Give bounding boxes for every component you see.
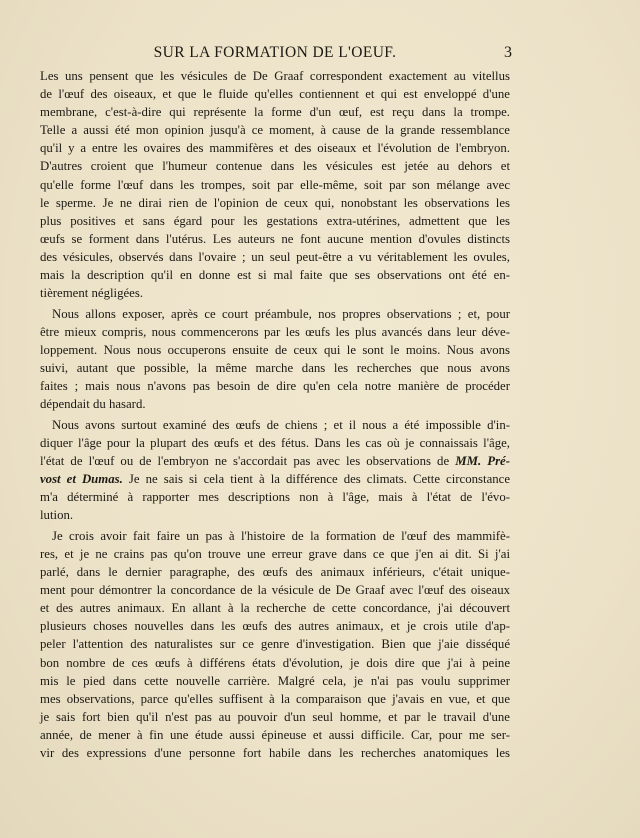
line-text: suivi, autant que possible, la même marche dans les recherches que nous avons (40, 361, 510, 375)
text-line (40, 470, 510, 488)
line-text: peler l'attention des naturalistes sur ce genre d'investigation. Bien que j'aie disséqué (40, 637, 510, 652)
line-text: Nous avons surtout examiné des œufs de chiens ; et il nous a été impossible d'in- (52, 417, 510, 432)
line-text: et des autres animaux. En allant à la recherche de cette concordance, j'ai découvert (40, 601, 510, 616)
line-text: Les uns pensent que les vésicules de De Graaf correspondent exactement au vitellus (40, 69, 510, 83)
line-text: je sais fort bien qu'il n'est pas au pouvoir d'un seul homme, et par le travail d'une (40, 709, 510, 724)
line-text: parlé, dans le dernier paragraphe, des œufs des animaux inférieurs, c'était unique- (40, 565, 510, 580)
text-line (40, 488, 510, 506)
line-text: œufs se forment dans l'utérus. Les auteurs ne font aucune mention d'ovules distincts (40, 231, 510, 246)
text-line (40, 563, 510, 581)
line-text: res, et je ne crains pas qu'on trouve une erreur grave dans ce que j'en ai dit. Si j'ai (40, 546, 510, 561)
page-number: 3 (504, 44, 512, 61)
text-line (40, 617, 510, 635)
text-line (40, 284, 510, 305)
text-line (40, 85, 510, 103)
line-text: membrane, c'est-à-dire qui représente la forme d'un œuf, est reçu dans la trompe. (40, 105, 510, 120)
body-text (40, 67, 510, 762)
emphasis-text: MM. Pré- (455, 453, 510, 468)
text-line (40, 212, 510, 230)
line-text: plus positives et sans égard pour les gestations extra-utérines, admettent que les (40, 213, 510, 228)
emphasis-text: vost et Dumas. (40, 472, 123, 487)
text-line (40, 67, 510, 85)
text-line (40, 599, 510, 617)
line-text: Je ne sais si cela tient à la différence des climats. Cette circonstance (128, 472, 511, 487)
line-text: des vésicules, observés dans l'ovaire ; un seul peut-être a vu véritablement les ovules, (40, 249, 510, 264)
text-line (40, 157, 510, 175)
text-line (40, 121, 510, 139)
line-text: bon nombre de ces œufs à différens états d'évolution, je dois dire que j'ai à peine (40, 655, 510, 670)
line-text: être mieux compris, nous commencerons par les œufs les plus avancés dans leur déve- (40, 324, 510, 339)
text-line (40, 341, 510, 359)
text-line (40, 672, 510, 690)
line-text: m'a déterminé à rapporter mes descriptions non à l'âge, mais à l'état de l'évo- (40, 490, 510, 505)
line-text: Telle a aussi été mon opinion jusqu'à ce moment, à cause de la grande ressemblance (40, 123, 510, 138)
text-line (40, 635, 510, 653)
line-text: vir des expressions d'une personne fort habile dans les recherches anatomiques les (40, 745, 510, 760)
running-title: SUR LA FORMATION DE L'OEUF. (153, 44, 397, 61)
line-text: mes observations, parce qu'elles suffisent à la comparaison que j'avais en vue, et que (40, 691, 510, 706)
line-text: lution. (40, 508, 74, 523)
line-text: Nous allons exposer, après ce court préambule, nos propres observations ; et, pour (52, 306, 510, 321)
text-line (40, 176, 510, 194)
line-text: diquer l'âge pour la plupart des œufs et des fétus. Dans les cas où je connaissais l'âge, (40, 435, 510, 450)
text-line (40, 654, 510, 672)
line-text: ment pour démontrer la concordance de la vésicule de De Graaf avec l'œuf des oiseaux (40, 583, 510, 598)
text-line (40, 581, 510, 599)
line-text: loppement. Nous nous occuperons ensuite de ceux qui le sont le moins. Nous avons (40, 342, 510, 357)
line-text: mais la description qu'il en donne est si mal faite que ses observations ont été en- (40, 268, 510, 283)
line-text: plusieurs choses nouvelles dans les œufs des autres animaux, et je crois utile d'ap- (40, 619, 510, 634)
line-text: faites ; mais nous n'avons pas besoin de dire qu'en cela notre manière de procéder (40, 379, 510, 394)
text-line (40, 452, 510, 470)
line-text: D'autres croient que l'humeur contenue dans les vésicules est jetée au dehors et (40, 159, 510, 174)
text-line (40, 377, 510, 395)
text-line (40, 194, 510, 212)
line-text: qu'elle forme l'œuf dans les trompes, soit par elle-même, soit par son mélange avec (40, 177, 510, 192)
line-text: mis le pied dans cette nouvelle carrière. Malgré cela, je n'ai pas voulu supprimer (40, 673, 510, 688)
text-line (40, 395, 510, 416)
line-text: de l'œuf des oiseaux, et que le fluide qu'elles contiennent et qui est enveloppé d'une (40, 87, 510, 102)
line-text: qu'il y a entre les ovaires des mammifères et des oiseaux et l'évolution de l'embryon. (40, 141, 510, 156)
text-line (40, 744, 510, 762)
text-line (40, 103, 510, 121)
text-line (40, 726, 510, 744)
text-line (40, 266, 510, 284)
text-line (40, 230, 510, 248)
text-line (40, 416, 510, 434)
text-line (40, 506, 510, 527)
text-line (40, 305, 510, 323)
line-text: dépendait du hasard. (40, 397, 146, 412)
text-line (40, 690, 510, 708)
text-line (40, 248, 510, 266)
text-line (40, 708, 510, 726)
line-text: Je crois avoir fait faire un pas à l'histoire de la formation de l'œuf des mammifè- (52, 528, 510, 543)
line-text: tièrement négligées. (40, 286, 144, 301)
line-text: le sperme. Je ne dirai rien de l'opinion de ceux qui, nonobstant les observations les (40, 195, 510, 210)
page-header (40, 44, 510, 64)
line-text: l'état de l'œuf ou de l'embryon ne s'accordait pas avec les observations de (40, 453, 450, 468)
text-line (40, 545, 510, 563)
line-text: année, de mener à fin une étude aussi épineuse et aussi difficile. Car, pour me ser- (40, 727, 510, 742)
text-line (40, 527, 510, 545)
text-line (40, 139, 510, 157)
text-line (40, 323, 510, 341)
text-line (40, 434, 510, 452)
text-line (40, 359, 510, 377)
